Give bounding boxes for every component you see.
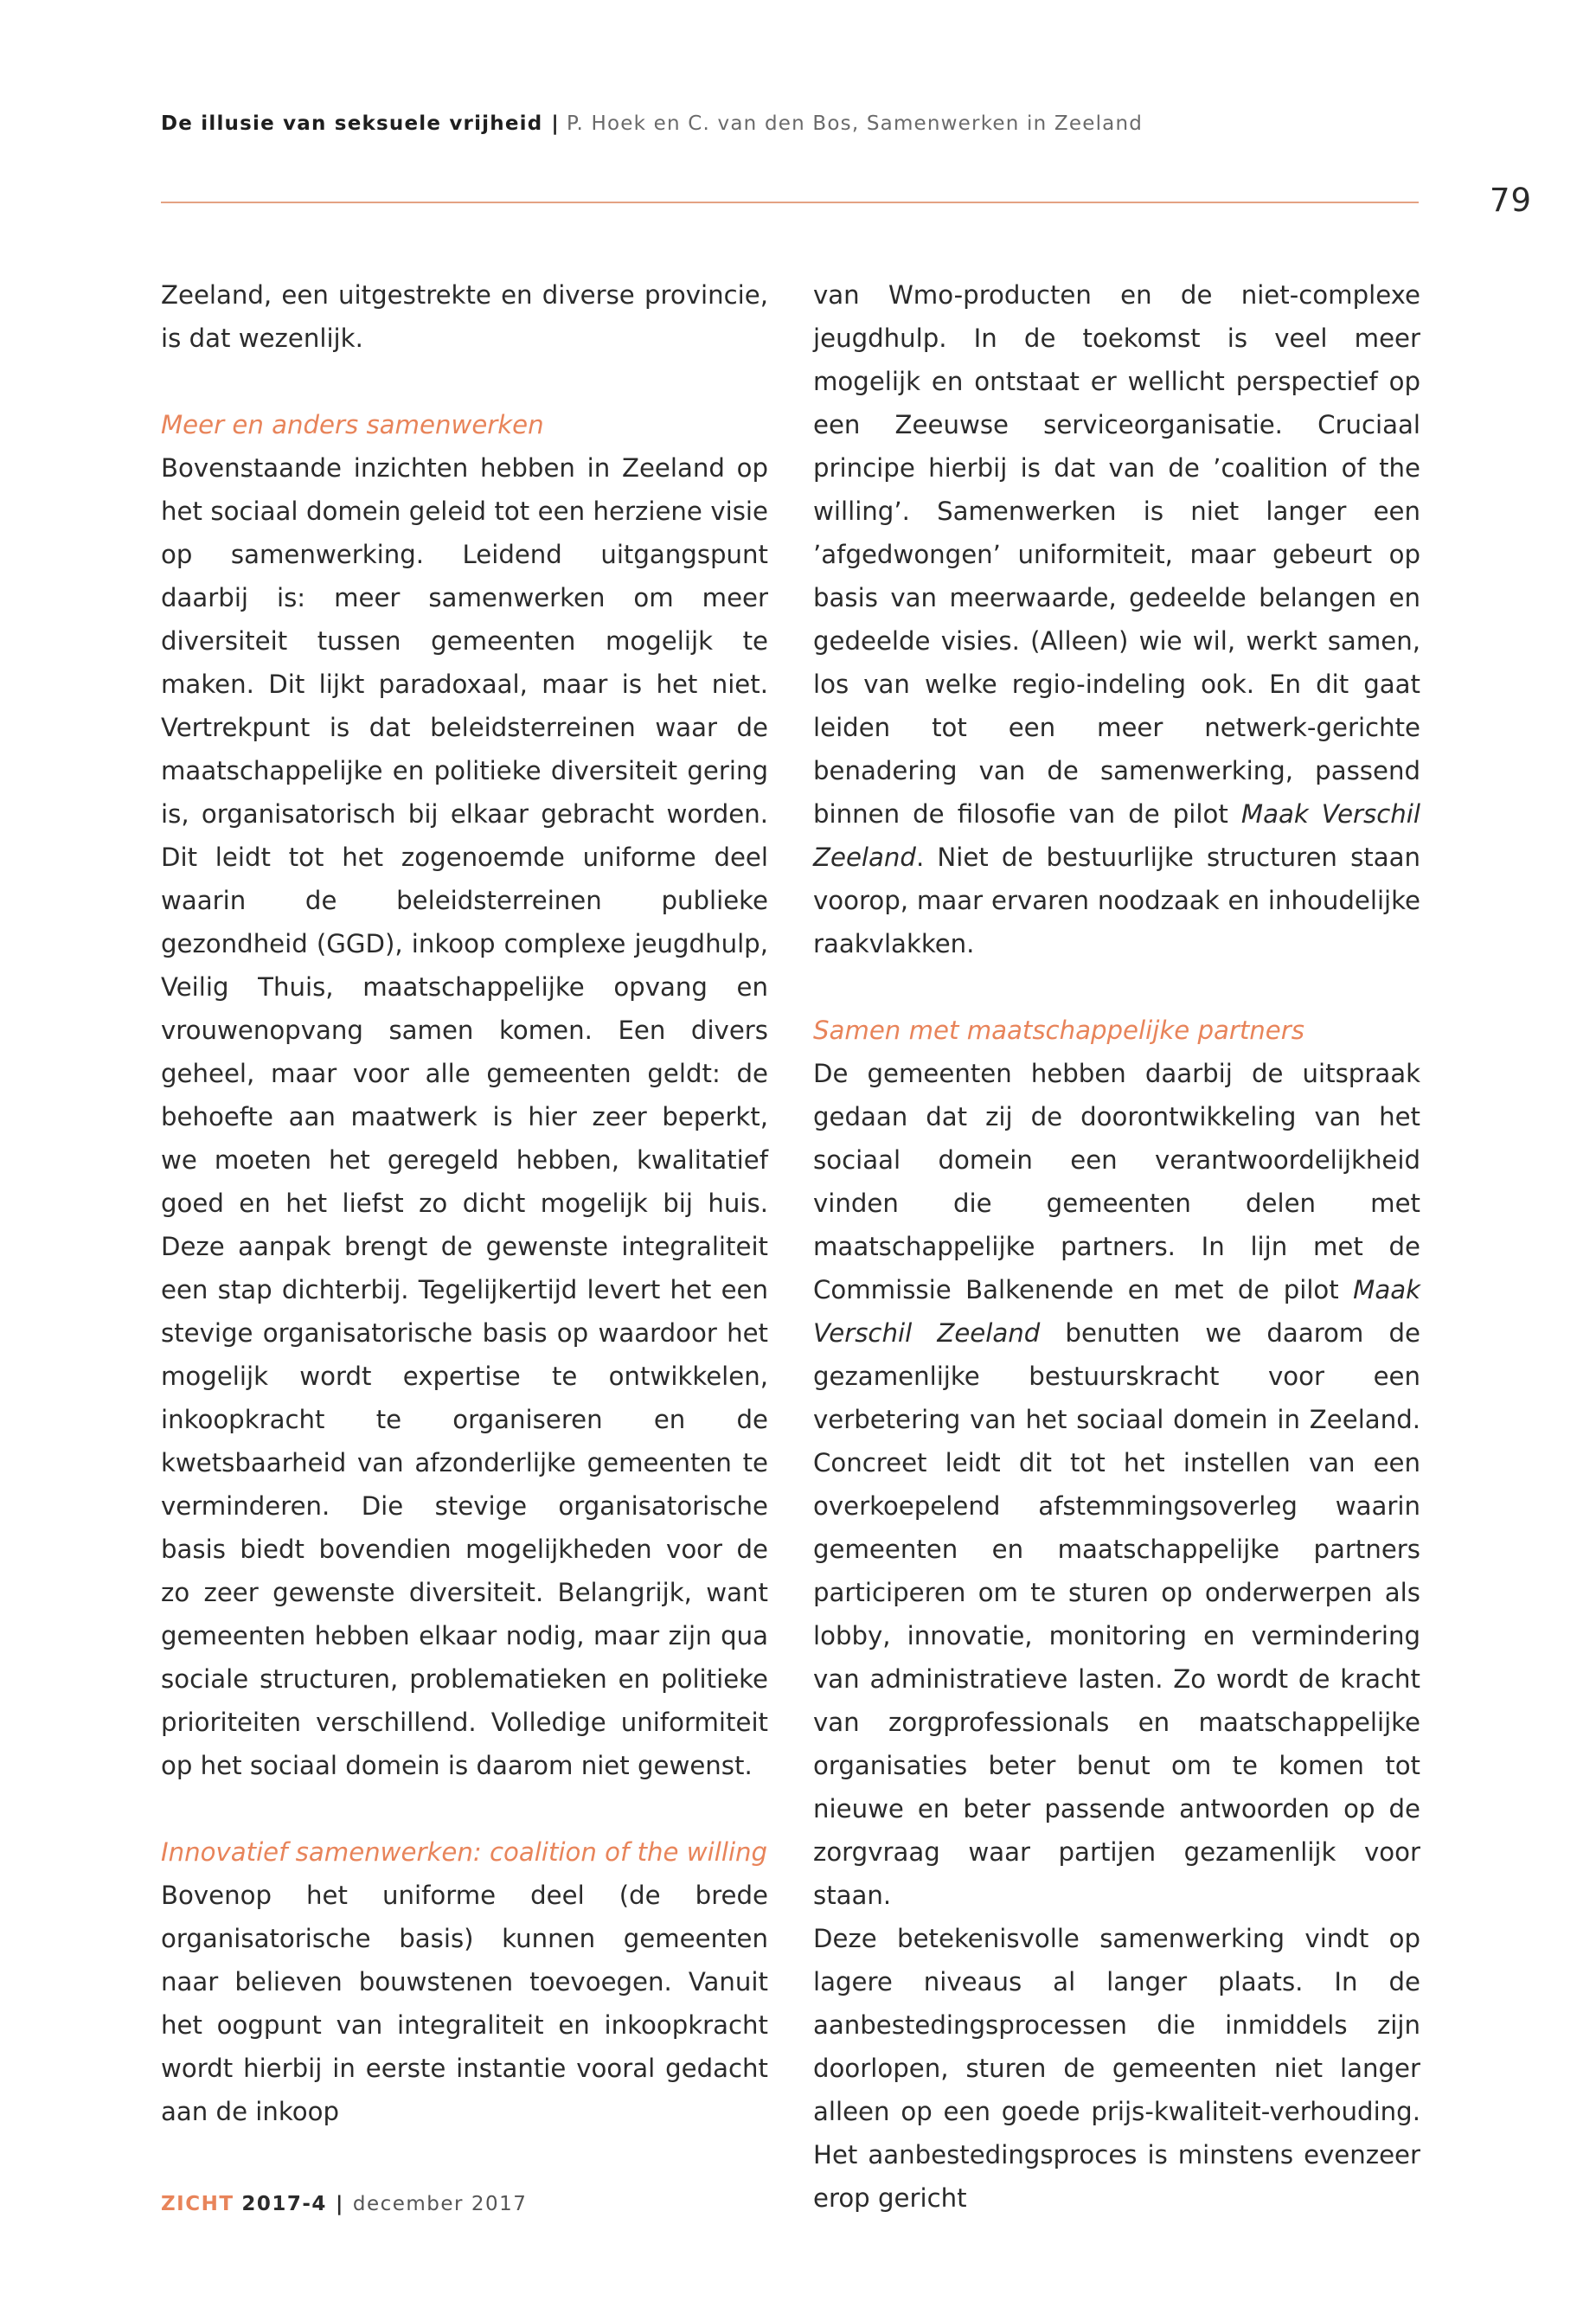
page-number: 79 — [1490, 182, 1533, 219]
section-heading-meer-en-anders: Meer en anders samenwerken — [161, 410, 544, 439]
right-paragraph-3: Deze betekenisvolle samenwerking vindt op lagere niveaus al langer plaats. In de aanbestedingsprocessen die inmiddels zijn doorlopen, sturen de gemeenten niet langer alleen op een goede prijs-kwaliteit-verhouding. Het aanbestedingsproces is minstens evenzeer erop gericht — [813, 1924, 1420, 2213]
footer-issue: 2017-4 — [241, 2193, 327, 2215]
footer-separator: | — [335, 2193, 344, 2215]
section-heading-innovatief: Innovatief samenwerken: coalition of the willing — [161, 1837, 768, 1867]
right-paragraph-1 — [813, 273, 1420, 965]
right-p2-text-b: benutten we daarom de gezamenlijke bestuurskracht voor een verbetering van het sociaal domein in Zeeland. Concreet leidt dit tot het instellen van een overkoepelend afstemmingsoverleg waarin gemeenten en maatschappelijke partners participeren om te sturen op onderwerpen als lobby, innovatie, monitoring en vermindering van administratieve lasten. Zo wordt de kracht van zorgprofessionals en maatschappelijke organisaties beter benut om te komen tot nieuwe en beter passende antwoorden op de zorgvraag waar partijen gezamenlijk voor staan. — [813, 1318, 1420, 1910]
left-column — [161, 273, 768, 2133]
left-paragraph-2: Bovenstaande inzichten hebben in Zeeland op het sociaal domein geleid tot een herziene visie op samenwerking. Leidend uitgangspunt daarbij is: meer samenwerken om meer diversiteit tussen gemeenten mogelijk te maken. Dit lijkt paradoxaal, maar is het niet. Vertrekpunt is dat beleidsterreinen waar de maatschappelijke en politieke diversiteit gering is, organisatorisch bij elkaar gebracht worden. Dit leidt tot het zogenoemde uniforme deel waarin de beleidsterreinen publieke gezondheid (GGD), inkoop complexe jeugdhulp, Veilig Thuis, maatschappelijke opvang en vrouwenopvang samen komen. Een divers geheel, maar voor alle gemeenten geldt: de behoefte aan maatwerk is hier zeer beperkt, we moeten het geregeld hebben, kwalitatief goed en het liefst zo dicht mogelijk bij huis. Deze aanpak brengt de gewenste integraliteit een stap dichterbij. Tegelijkertijd levert het een stevige organisatorische basis op waardoor het mogelijk wordt expertise te ontwikkelen, inkoopkracht te organiseren en de kwetsbaarheid van afzonderlijke gemeenten te verminderen. Die stevige organisatorische basis biedt bovendien mogelijkheden voor de zo zeer gewenste diversiteit. Belangrijk, want gemeenten hebben elkaar nodig, maar zijn qua sociale structuren, problematieken en politieke prioriteiten verschillend. Volledige uniformiteit op het sociaal domein is daarom niet gewenst. — [161, 453, 768, 1780]
right-p1-emphasis: Maak Verschil Zeeland — [813, 799, 1420, 872]
header-separator: | — [551, 112, 560, 135]
left-paragraph-3: Bovenop het uniforme deel (de brede organisatorische basis) kunnen gemeenten naar believen bouwstenen toevoegen. Vanuit het oogpunt van integraliteit en inkoopkracht wordt hierbij in eerste instantie vooral gedacht aan de inkoop — [161, 1881, 768, 2126]
right-p1-text-a: van Wmo-producten en de niet-complexe jeugdhulp. In de toekomst is veel meer mogelijk en ontstaat er wellicht perspectief op een Zeeuwse serviceorganisatie. Cruciaal principe hierbij is dat van de ’coalition of the willing’. Samenwerken is niet langer een ’afgedwongen’ uniformiteit, maar gebeurt op basis van meerwaarde, gedeelde belangen en gedeelde visies. (Alleen) wie wil, werkt samen, los van welke regio-indeling ook. En dit gaat leiden tot een meer netwerk-gerichte benadering van de samenwerking, passend binnen de filosofie van de pilot — [813, 280, 1420, 829]
header-rule — [161, 202, 1419, 203]
running-header — [161, 112, 1415, 135]
footer-brand: ZICHT — [161, 2193, 234, 2215]
paragraph-gap — [813, 965, 1420, 1009]
right-p2-emphasis: Maak Verschil Zeeland — [813, 1275, 1420, 1348]
right-column — [813, 273, 1420, 2220]
header-authors: P. Hoek en C. van den Bos, Samenwerken in Zeeland — [566, 112, 1144, 135]
footer-date: december 2017 — [352, 2193, 528, 2215]
right-p2-text-a: De gemeenten hebben daarbij de uitspraak gedaan dat zij de doorontwikkeling van het sociaal domein een verantwoordelijkheid vinden die gemeenten delen met maatschappelijke partners. In lijn met de Commissie Balkenende en met de pilot — [813, 1059, 1420, 1304]
journal-title: De illusie van seksuele vrijheid — [161, 112, 543, 135]
section-heading-samen-met-partners: Samen met maatschappelijke partners — [813, 1016, 1304, 1045]
right-paragraph-2 — [813, 1052, 1420, 1917]
left-paragraph-1: Zeeland, een uitgestrekte en diverse provincie, is dat wezenlijk. — [161, 280, 768, 353]
paragraph-gap — [161, 1787, 768, 1830]
footer — [161, 2193, 527, 2215]
paragraph-gap — [161, 360, 768, 403]
right-p1-text-b: . Niet de bestuurlijke structuren staan voorop, maar ervaren noodzaak en inhoudelijke raakvlakken. — [813, 843, 1420, 958]
